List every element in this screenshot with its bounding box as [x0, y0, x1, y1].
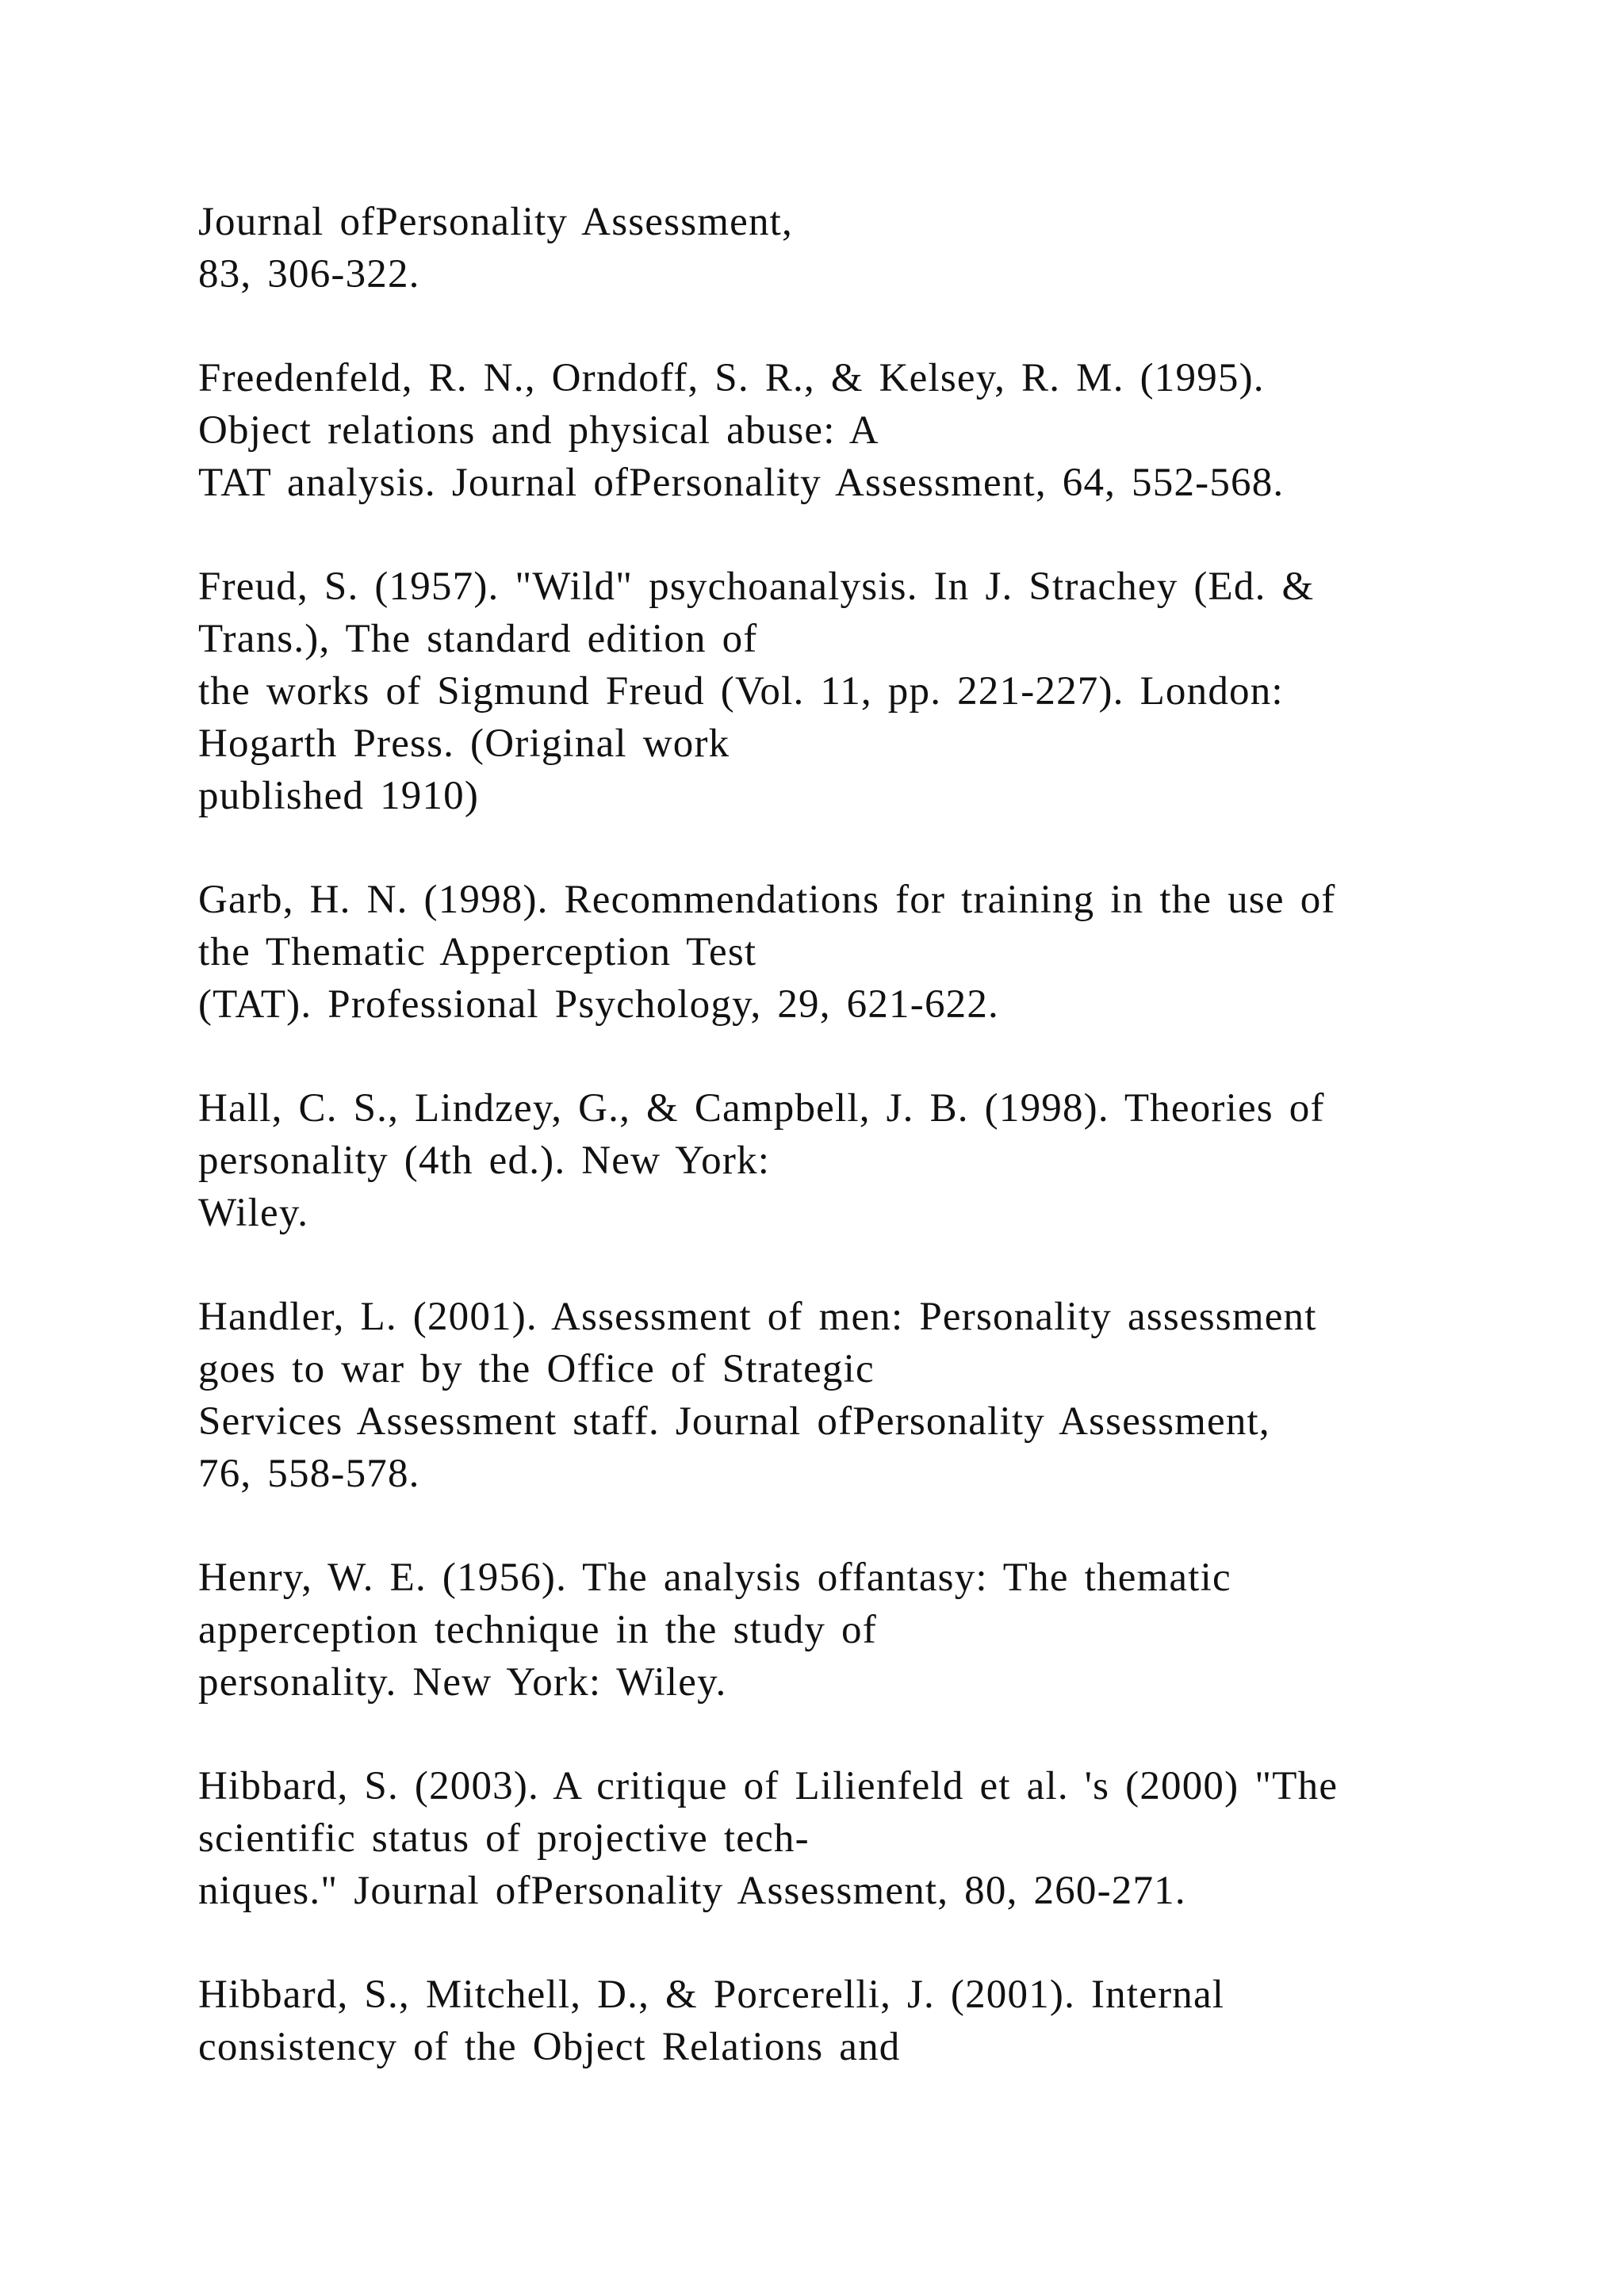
- reference-entry: [198, 561, 1467, 822]
- reference-line: goes to war by the Office of Strategic: [198, 1347, 875, 1391]
- reference-entry: [198, 352, 1467, 509]
- reference-entry: [198, 1082, 1467, 1239]
- reference-line: Object relations and physical abuse: A: [198, 408, 879, 453]
- reference-line: Wiley.: [198, 1191, 309, 1235]
- reference-line: TAT analysis. Journal ofPersonality Assessment, 64, 552-568.: [198, 461, 1285, 505]
- reference-entry: [198, 1760, 1467, 1917]
- reference-line: the Thematic Apperception Test: [198, 930, 757, 974]
- reference-line: Hibbard, S. (2003). A critique of Lilienfeld et al. 's (2000) "The: [198, 1764, 1339, 1808]
- reference-entry: [198, 196, 1467, 300]
- reference-line: (TAT). Professional Psychology, 29, 621-622.: [198, 982, 999, 1027]
- reference-line: Henry, W. E. (1956). The analysis offantasy: The thematic: [198, 1556, 1231, 1600]
- reference-line: scientific status of projective tech-: [198, 1816, 810, 1861]
- reference-line: 83, 306-322.: [198, 252, 420, 297]
- reference-line: Handler, L. (2001). Assessment of men: Personality assessment: [198, 1295, 1317, 1339]
- reference-line: Hall, C. S., Lindzey, G., & Campbell, J. B. (1998). Theories of: [198, 1086, 1325, 1131]
- reference-line: consistency of the Object Relations and: [198, 2025, 901, 2069]
- reference-line: niques." Journal ofPersonality Assessment, 80, 260-271.: [198, 1869, 1186, 1913]
- reference-entry: [198, 874, 1467, 1031]
- reference-line: the works of Sigmund Freud (Vol. 11, pp. 221-227). London:: [198, 669, 1284, 714]
- reference-line: Trans.), The standard edition of: [198, 617, 758, 661]
- reference-line: Freud, S. (1957). "Wild" psychoanalysis. In J. Strachey (Ed. &: [198, 564, 1315, 609]
- reference-entry: [198, 1969, 1467, 2073]
- reference-line: personality. New York: Wiley.: [198, 1660, 727, 1705]
- reference-line: published 1910): [198, 774, 480, 818]
- reference-entry: [198, 1291, 1467, 1500]
- reference-line: Hibbard, S., Mitchell, D., & Porcerelli, J. (2001). Internal: [198, 1973, 1225, 2017]
- reference-list: [198, 196, 1467, 2125]
- reference-line: Journal ofPersonality Assessment,: [198, 200, 793, 244]
- reference-line: Garb, H. N. (1998). Recommendations for training in the use of: [198, 878, 1336, 922]
- reference-line: Freedenfeld, R. N., Orndoff, S. R., & Kelsey, R. M. (1995).: [198, 356, 1265, 400]
- reference-line: 76, 558-578.: [198, 1452, 420, 1496]
- reference-line: apperception technique in the study of: [198, 1608, 877, 1652]
- reference-line: Hogarth Press. (Original work: [198, 721, 730, 766]
- reference-entry: [198, 1552, 1467, 1709]
- reference-line: Services Assessment staff. Journal ofPersonality Assessment,: [198, 1399, 1270, 1444]
- reference-line: personality (4th ed.). New York:: [198, 1138, 771, 1183]
